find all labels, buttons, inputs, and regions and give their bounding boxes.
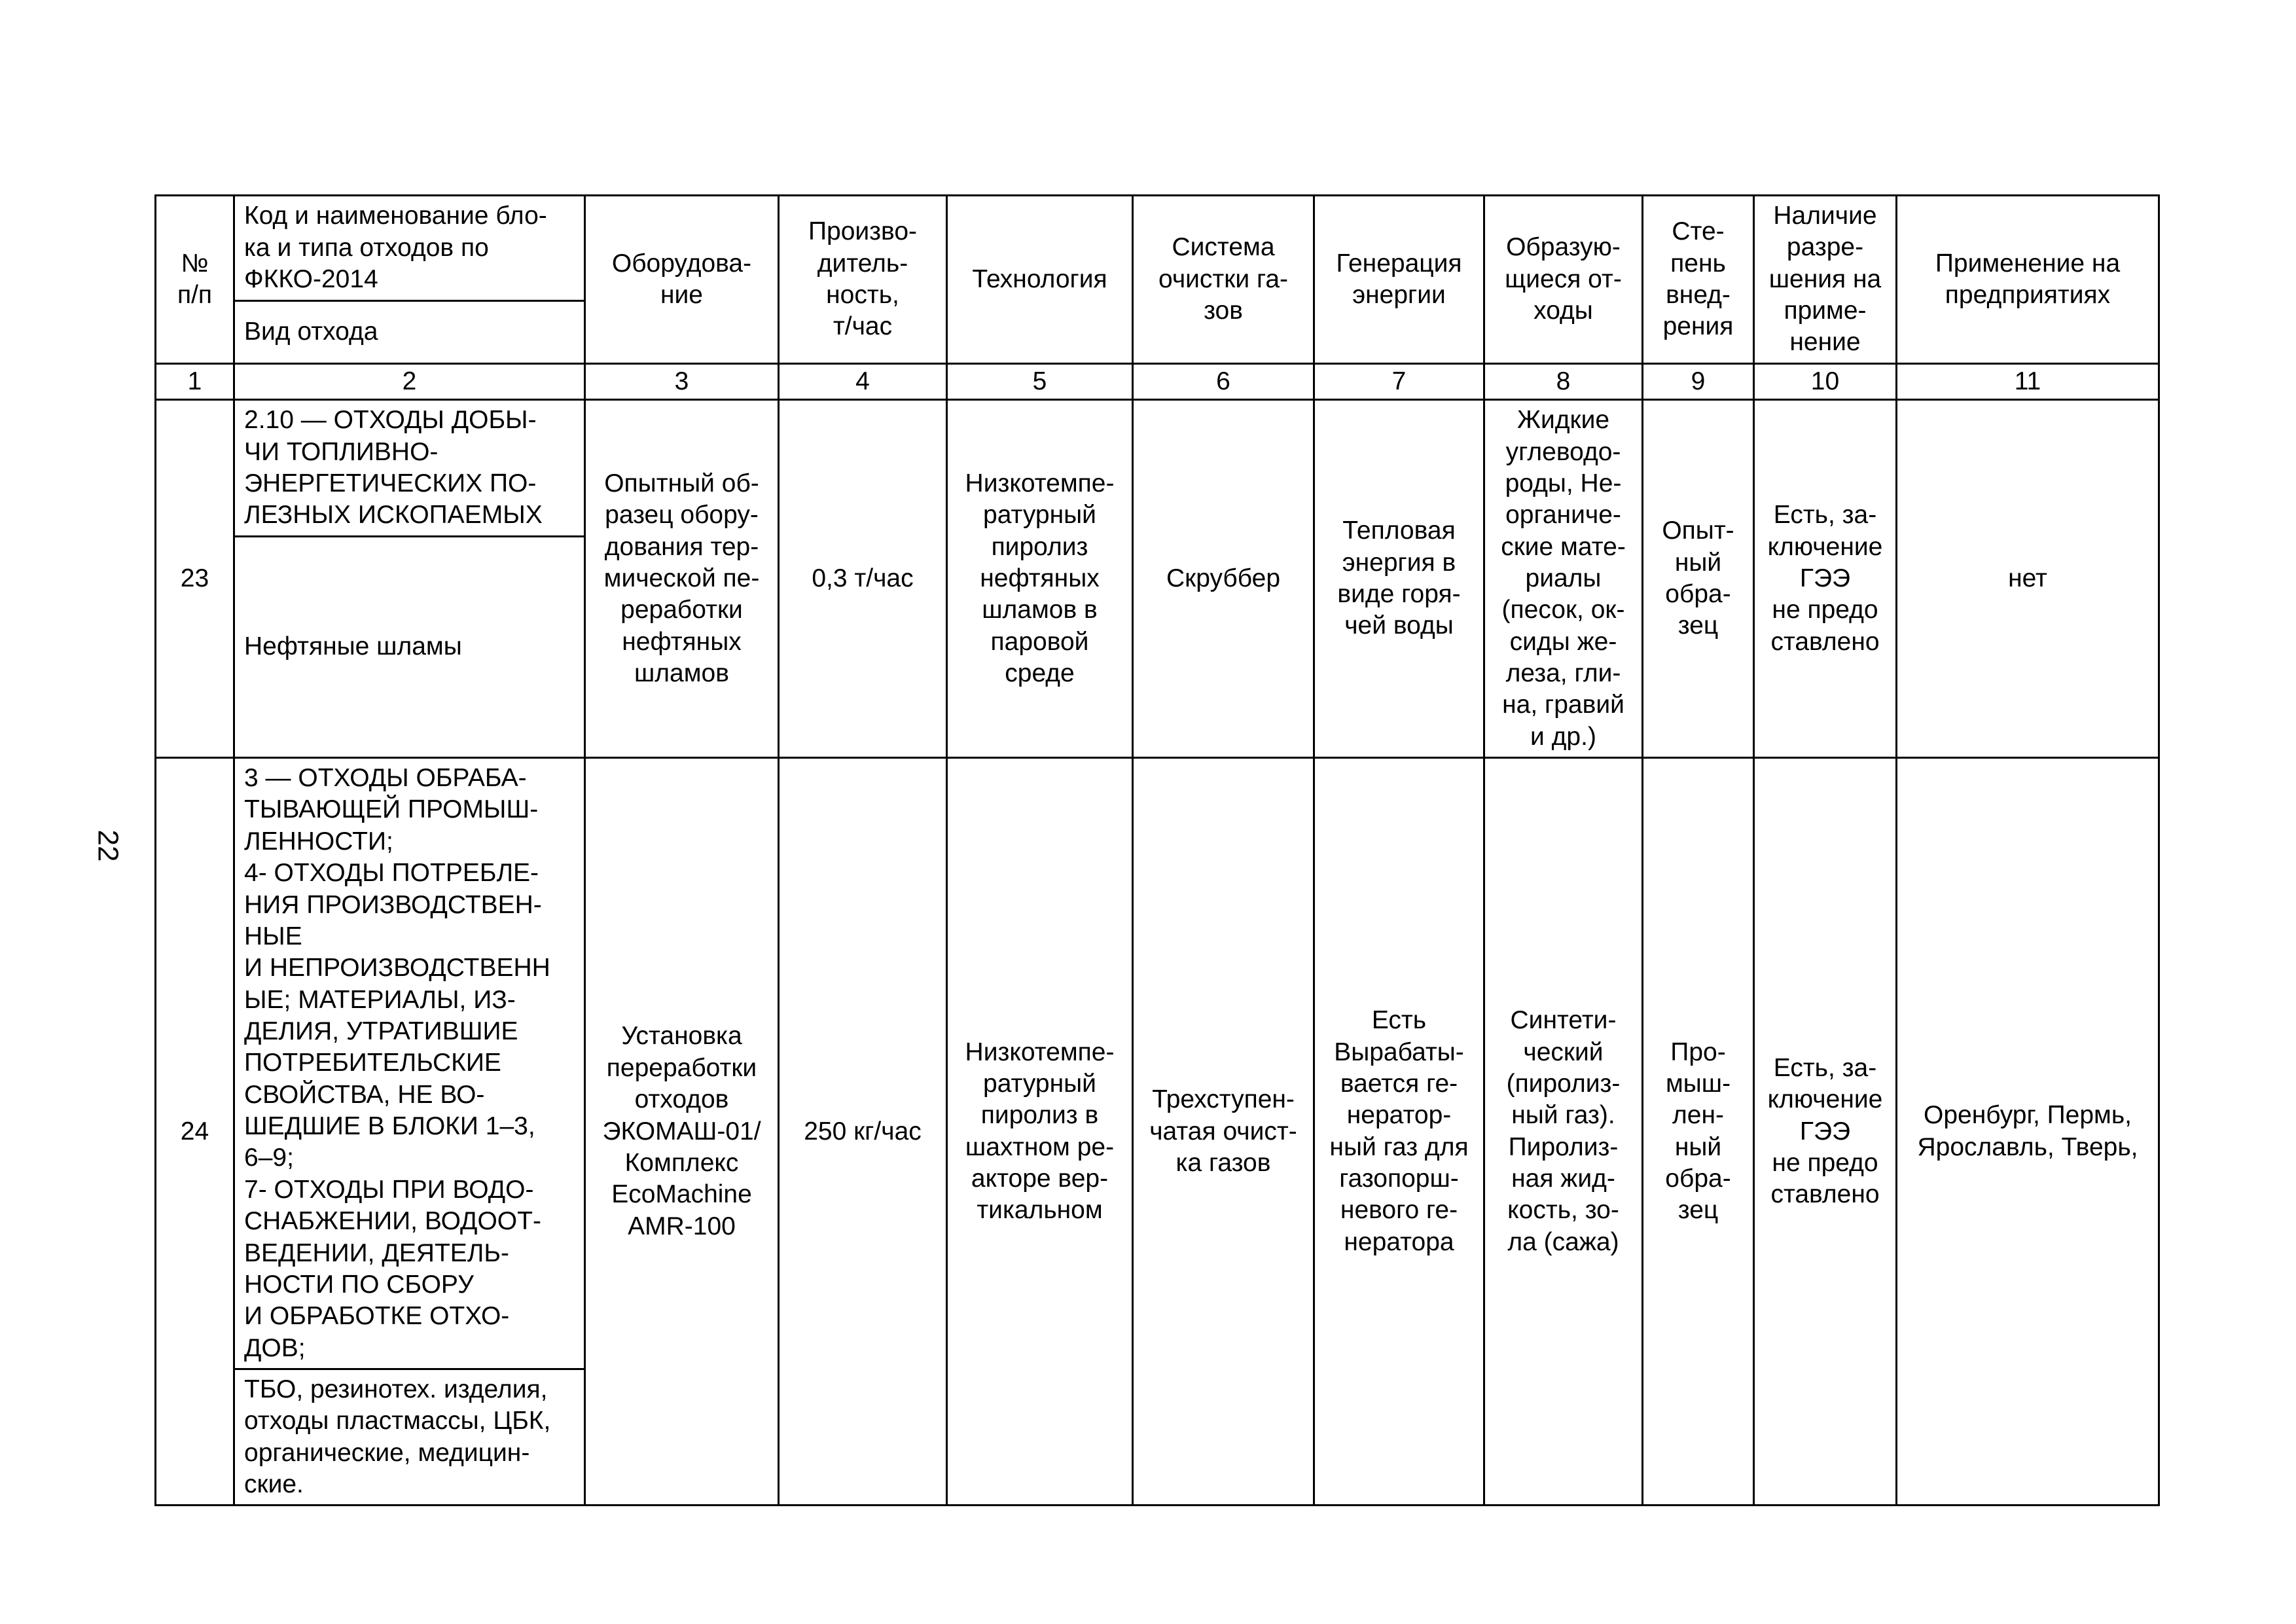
column-number: 4 [779,363,947,399]
header-permit: Наличие разре- шения на приме- нение [1754,196,1897,364]
column-number: 5 [947,363,1133,399]
row-energy: Есть Вырабаты- вается ге- нератор- ный газ для газопорш- невого ге- нератора [1314,758,1484,1506]
row-stage: Опыт- ный обра- зец [1643,400,1754,758]
row-capacity: 0,3 т/час [779,400,947,758]
column-number: 9 [1643,363,1754,399]
header-code-name: Код и наименование бло- ка и типа отходов по ФККО-2014 [234,196,585,301]
header-technology: Технология [947,196,1133,364]
row-num: 23 [156,400,234,758]
page-number: 22 [92,829,124,862]
row-stage: Про- мыш- лен- ный обра- зец [1643,758,1754,1506]
header-stage: Сте- пень внед- рения [1643,196,1754,364]
row-equipment: Опытный об- разец обору- дования тер- мической пе- реработки нефтяных шламов [585,400,779,758]
column-number: 7 [1314,363,1484,399]
header-energy: Генерация энергии [1314,196,1484,364]
row-technology: Низкотемпе- ратурный пиролиз в шахтном ре- акторе вер- тикальном [947,758,1133,1506]
waste-technology-table [154,194,2160,1506]
column-number: 3 [585,363,779,399]
row-byproducts: Жидкие углеводо- роды, Не- органиче- ские мате- риалы (песок, ок- сиды же- леза, гли- на, гравий и др.) [1484,400,1643,758]
row-capacity: 250 кг/час [779,758,947,1506]
column-number: 1 [156,363,234,399]
row-permit: Есть, за- ключение ГЭЭ не предо ставлено [1754,758,1897,1506]
header-equipment: Оборудова- ние [585,196,779,364]
header-capacity: Произво- дитель- ность, т/час [779,196,947,364]
column-number: 2 [234,363,585,399]
column-number: 11 [1897,363,2159,399]
row-application: нет [1897,400,2159,758]
header-application: Применение на предприятиях [1897,196,2159,364]
row-code-name: 2.10 — ОТХОДЫ ДОБЫ- ЧИ ТОПЛИВНО- ЭНЕРГЕТИЧЕСКИХ ПО- ЛЕЗНЫХ ИСКОПАЕМЫХ [234,400,585,537]
row-waste-type: Нефтяные шламы [234,536,585,757]
header-waste-type: Вид отхода [234,300,585,363]
row-gas-cleaning: Скруббер [1133,400,1314,758]
row-code-name: 3 — ОТХОДЫ ОБРАБА- ТЫВАЮЩЕЙ ПРОМЫШ- ЛЕННОСТИ; 4- ОТХОДЫ ПОТРЕБЛЕ- НИЯ ПРОИЗВОДСТВЕН- НЫЕ И НЕПРОИЗВОДСТВЕНН ЫЕ; МАТЕРИАЛЫ, ИЗ- ДЕЛИЯ, УТРАТИВШИЕ ПОТРЕБИТЕЛЬСКИЕ СВОЙСТВА, НЕ ВО- ШЕДШИЕ В БЛОКИ 1–3, 6–9; 7- ОТХОДЫ ПРИ ВОДО- СНАБЖЕНИИ, ВОДООТ- ВЕДЕНИИ, ДЕЯТЕЛЬ- НОСТИ ПО СБОРУ И ОБРАБОТКЕ ОТХО- ДОВ; [234,758,585,1369]
row-application: Оренбург, Пермь, Ярославль, Тверь, [1897,758,2159,1506]
header-num: № п/п [156,196,234,364]
row-permit: Есть, за- ключение ГЭЭ не предо ставлено [1754,400,1897,758]
row-gas-cleaning: Трехступен- чатая очист- ка газов [1133,758,1314,1506]
column-number: 6 [1133,363,1314,399]
row-technology: Низкотемпе- ратурный пиролиз нефтяных шламов в паровой среде [947,400,1133,758]
column-number: 10 [1754,363,1897,399]
header-gas-cleaning: Система очистки га- зов [1133,196,1314,364]
column-number: 8 [1484,363,1643,399]
table-row [156,758,2159,1369]
row-num: 24 [156,758,234,1506]
row-waste-type: ТБО, резинотех. изделия, отходы пластмассы, ЦБК, органические, медицин- ские. [234,1369,585,1505]
row-energy: Тепловая энергия в виде горя- чей воды [1314,400,1484,758]
table-row [156,400,2159,537]
row-byproducts: Синтети- ческий (пиролиз- ный газ). Пиролиз- ная жид- кость, зо- ла (сажа) [1484,758,1643,1506]
row-equipment: Установка переработки отходов ЭКОМАШ-01/ Комплекс EcoMachine AMR-100 [585,758,779,1506]
header-byproducts: Образую- щиеся от- ходы [1484,196,1643,364]
